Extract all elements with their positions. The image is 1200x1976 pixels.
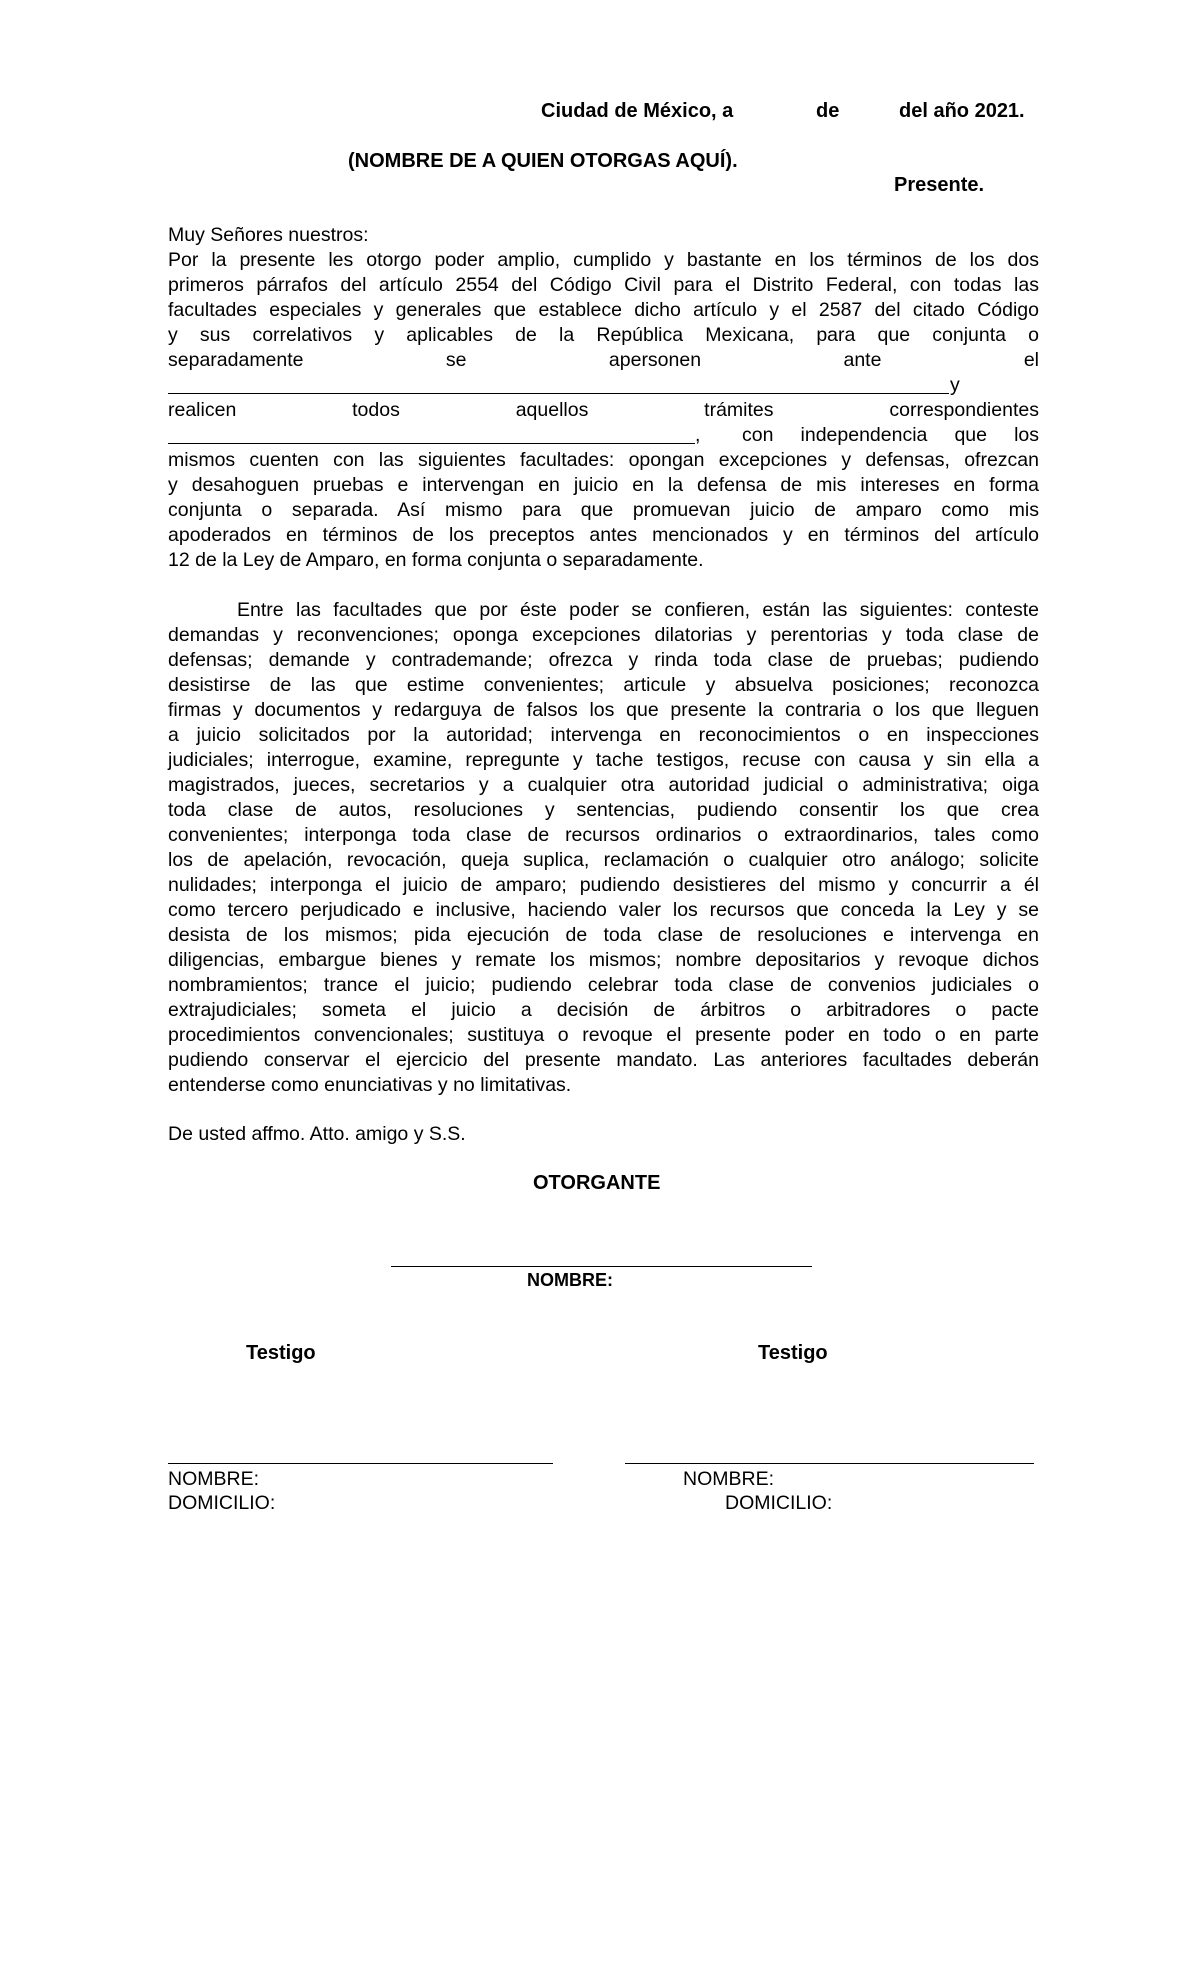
otorgante-signature-line <box>391 1266 812 1267</box>
salutation: Muy Señores nuestros: <box>168 224 369 246</box>
closing: De usted affmo. Atto. amigo y S.S. <box>168 1123 466 1145</box>
body-line: 12 de la Ley de Amparo, en forma conjunta o separadamente. <box>168 549 704 571</box>
otorgante-name-label: NOMBRE: <box>527 1270 613 1290</box>
body-line: toda clase de autos, resoluciones y sentencias, pudiendo consentir los que crea <box>168 799 1039 821</box>
word: correspondientes <box>889 399 1039 421</box>
body-comma: , <box>695 424 701 446</box>
otorgante-title: OTORGANTE <box>533 1172 661 1194</box>
body-line: desista de los mismos; pida ejecución de toda clase de resoluciones e intervenga en <box>168 924 1039 946</box>
word: realicen <box>168 399 237 421</box>
body-line: judiciales; interrogue, examine, repregunte y tache testigos, recuse con causa y sin ella a <box>168 749 1039 771</box>
body-line: Entre las facultades que por éste poder se confieren, están las siguientes: conteste <box>237 599 1039 621</box>
fill-in-blank <box>168 443 695 444</box>
body-line: entenderse como enunciativas y no limitativas. <box>168 1074 572 1096</box>
body-line: diligencias, embargue bienes y remate los mismos; nombre depositarios y revoque dichos <box>168 949 1039 971</box>
fill-in-blank <box>168 393 949 394</box>
addressee: (NOMBRE DE A QUIEN OTORGAS AQUÍ). <box>348 150 738 172</box>
witness-left-name-label: NOMBRE: <box>168 1468 260 1490</box>
body-line: magistrados, jueces, secretarios y a cualquier otra autoridad judicial o administrativa; oiga <box>168 774 1039 796</box>
body-line: pudiendo conservar el ejercicio del presente mandato. Las anteriores facultades deberán <box>168 1049 1039 1071</box>
body-line: primeros párrafos del artículo 2554 del Código Civil para el Distrito Federal, con todas las <box>168 274 1039 296</box>
body-line: los de apelación, revocación, queja suplica, reclamación o cualquier otro análogo; solicite <box>168 849 1039 871</box>
body-line: desistirse de las que estime convenientes; articule y absuelva posiciones; reconozca <box>168 674 1039 696</box>
word: apersonen <box>608 349 702 371</box>
body-line: como tercero perjudicado e inclusive, haciendo valer los recursos que conceda la Ley y se <box>168 899 1039 921</box>
date-de: de <box>816 100 840 122</box>
body-line: extrajudiciales; someta el juicio a decisión de árbitros o arbitradores o pacte <box>168 999 1039 1021</box>
word: separadamente <box>168 349 304 371</box>
word: los <box>1014 424 1039 446</box>
body-y: y <box>950 374 960 396</box>
body-line: convenientes; interponga toda clase de recursos ordinarios o extraordinarios, tales como <box>168 824 1039 846</box>
letter-body-2 <box>168 598 1039 1098</box>
witness-left-address-label: DOMICILIO: <box>168 1492 276 1514</box>
witness-right-address-label: DOMICILIO: <box>725 1492 833 1514</box>
body-line: facultades especiales y generales que establece dicho artículo y el 2587 del citado Código <box>168 299 1039 321</box>
body-line: y desahoguen pruebas e intervengan en juicio en la defensa de mis intereses en forma <box>168 474 1039 496</box>
witness-right-signature-line <box>625 1463 1034 1464</box>
word: que <box>954 424 987 446</box>
body-line: apoderados en términos de los preceptos antes mencionados y en términos del artículo <box>168 524 1039 546</box>
word: el <box>1023 349 1039 371</box>
body-line: procedimientos convencionales; sustituya o revoque el presente poder en todo o en parte <box>168 1024 1039 1046</box>
body-line: demandas y reconvenciones; oponga excepciones dilatorias y perentorias y toda clase de <box>168 624 1039 646</box>
word: con <box>742 424 774 446</box>
city-date-prefix: Ciudad de México, a <box>541 100 734 122</box>
word: independencia <box>800 424 928 446</box>
body-line-independencia <box>742 423 1039 448</box>
word: todos <box>352 399 400 421</box>
body-line: nombramientos; trance el juicio; pudiendo celebrar toda clase de convenios judiciales o <box>168 974 1039 996</box>
witness-right-name-label: NOMBRE: <box>683 1468 775 1490</box>
body-line: y sus correlativos y aplicables de la República Mexicana, para que conjunta o <box>168 324 1039 346</box>
body-line: defensas; demande y contrademande; ofrezca y rinda toda clase de pruebas; pudiendo <box>168 649 1039 671</box>
word: ante <box>843 349 882 371</box>
date-year: del año 2021. <box>899 100 1025 122</box>
word: trámites <box>704 399 774 421</box>
body-line-realicen <box>168 398 1039 423</box>
blank-line-row-1 <box>168 373 1039 398</box>
presente: Presente. <box>894 174 985 196</box>
body-line: Por la presente les otorgo poder amplio, cumplido y bastante en los términos de los dos <box>168 249 1039 271</box>
body-line: nulidades; interponga el juicio de amparo; pudiendo desistieres del mismo y concurrir a él <box>168 874 1039 896</box>
witness-left-signature-line <box>168 1463 553 1464</box>
witness-right-title: Testigo <box>758 1342 828 1364</box>
witness-left-title: Testigo <box>246 1342 316 1364</box>
body-line-separadamente <box>168 348 1039 373</box>
body-line: a juicio solicitados por la autoridad; intervenga en reconocimientos o en inspecciones <box>168 724 1039 746</box>
blank-line-row-2 <box>168 423 1039 448</box>
word: aquellos <box>515 399 589 421</box>
body-line: conjunta o separada. Así mismo para que promuevan juicio de amparo como mis <box>168 499 1039 521</box>
word: se <box>445 349 467 371</box>
body-line: firmas y documentos y redarguya de falsos los que presente la contraria o los que lleguen <box>168 699 1039 721</box>
body-line: mismos cuenten con las siguientes facultades: opongan excepciones y defensas, ofrezcan <box>168 449 1039 471</box>
letter-body-1 <box>168 223 1039 573</box>
